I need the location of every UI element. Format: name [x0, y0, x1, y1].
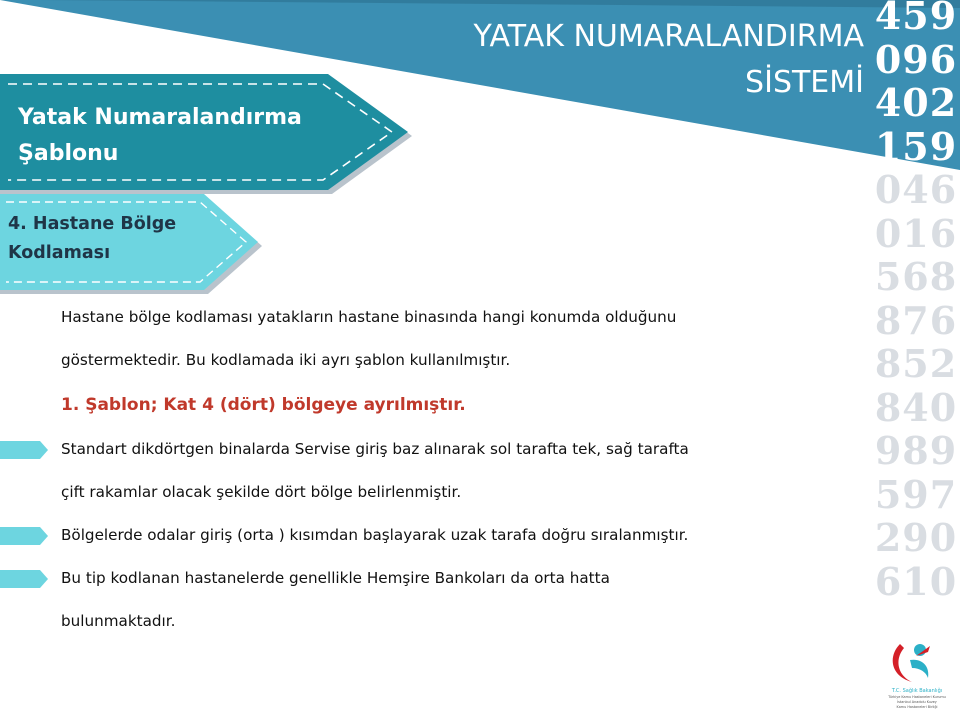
number-item: 989 [874, 428, 958, 473]
number-item: 568 [874, 254, 958, 299]
number-item: 459 [874, 0, 958, 38]
list-item [61, 514, 851, 557]
number-item: 046 [874, 167, 958, 212]
intro-text: göstermektedir. Bu kodlamada iki ayrı şablon kullanılmıştır. [61, 351, 511, 369]
number-item: 597 [874, 471, 958, 517]
number-item: 840 [874, 384, 958, 430]
content-body [61, 296, 851, 643]
decorative-number-column [872, 0, 960, 603]
list-item-text: Bölgelerde odalar giriş (orta ) kısımdan başlayarak uzak tarafa doğru sıralanmıştır. [61, 526, 689, 544]
number-item: 290 [874, 515, 958, 560]
number-item: 402 [874, 80, 958, 125]
arrow-bullet-icon [0, 527, 48, 545]
list-item-text: çift rakamlar olacak şekilde dört bölge belirlenmiştir. [61, 483, 462, 501]
list-item [61, 557, 851, 643]
intro-text: Hastane bölge kodlaması yatakların hastane binasında hangi konumda olduğunu [61, 308, 677, 326]
arrow-bullet-icon [0, 570, 48, 588]
list-item-text: bulunmaktadır. [61, 612, 176, 630]
section-tag-label: Yatak Numaralandırma Şablonu [18, 105, 302, 166]
number-item: 852 [874, 341, 958, 386]
svg-text:T.C. Sağlık Bakanlığı: T.C. Sağlık Bakanlığı [891, 688, 943, 694]
number-item: 016 [874, 210, 958, 256]
number-item: 876 [874, 297, 958, 343]
page-title: YATAK NUMARALANDIRMA SİSTEMİ [473, 19, 864, 100]
svg-text:Kamu Hastaneleri Birliği: Kamu Hastaneleri Birliği [896, 705, 938, 709]
number-item: 610 [874, 558, 958, 604]
svg-text:Türkiye Kamu Hastaneleri Kurum: Türkiye Kamu Hastaneleri Kurumu [888, 695, 946, 699]
list-item-text: Bu tip kodlanan hastanelerde genellikle Hemşire Bankoları da orta hatta [61, 569, 610, 587]
svg-text:İstanbul Anadolu Kuzey: İstanbul Anadolu Kuzey [897, 700, 937, 704]
list-item-text: Standart dikdörtgen binalarda Servise giriş baz alınarak sol tarafta tek, sağ tarafta [61, 440, 689, 458]
number-item: 159 [874, 123, 958, 169]
subsection-tag-label: 4. Hastane Bölge Kodlaması [8, 214, 177, 263]
ministry-logo [882, 636, 952, 712]
list-item [61, 428, 851, 514]
section-heading: 1. Şablon; Kat 4 (dört) bölgeye ayrılmıştır. [61, 395, 466, 415]
number-item: 096 [874, 36, 958, 82]
arrow-bullet-icon [0, 441, 48, 459]
